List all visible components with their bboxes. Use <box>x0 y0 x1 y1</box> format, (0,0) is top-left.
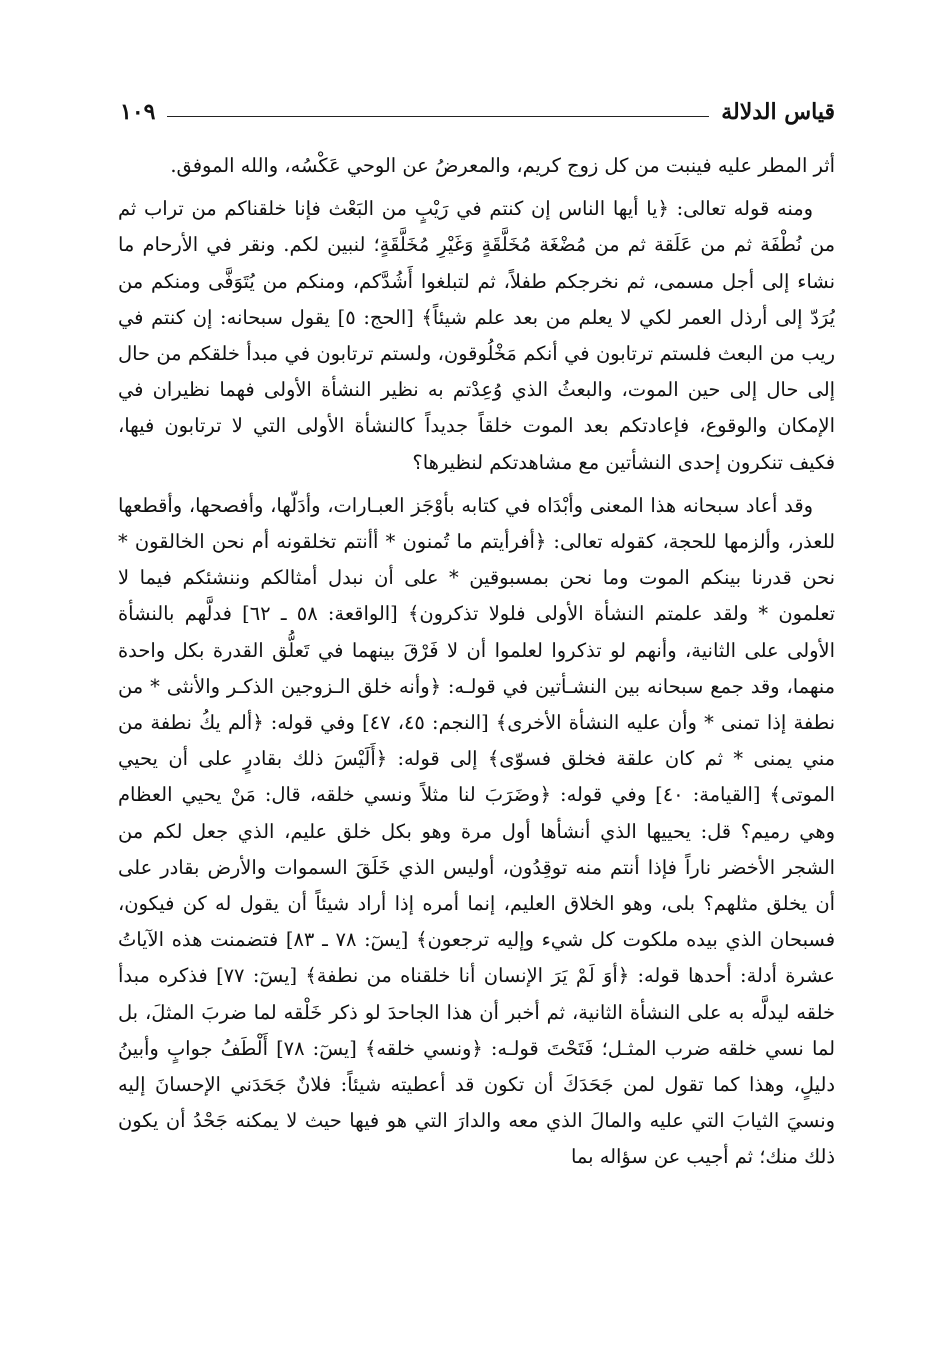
page-number: ١٠٩ <box>120 99 156 125</box>
body-text <box>118 148 835 1315</box>
paragraph-two-creations: وقد أعاد سبحانه هذا المعنى وأبْدَاه في كتابه بأوْجَز العبـارات، وأدَلّها، وأفصحها، وأقطعها للعذر، وألزمها للحجة، كقوله تعالى: ﴿أفرأيتم ما تُمنون * أأنتم تخلقونه أم نحن الخالقون * نحن قدرنا بينكم الموت وما نحن بمسبوقين * على أن نبدل أمثالكم وننشئكم فيما لا تعلمون * ولقد علمتم النشأة الأولى فلولا تذكرون﴾ [الواقعة: ٥٨ ـ ٦٢] فدلَّهم بالنشأة الأولى على الثانية، وأنهم لو تذكروا لعلموا أن لا فَرْقَ بينهما في تَعلُّق القدرة بكل واحدة منهما، وقد جمع سبحانه بين النشـأتين في قولـه: ﴿وأنه خلق الـزوجين الذكـر والأنثى * من نطفة إذا تمنى * وأن عليه النشأة الأخرى﴾ [النجم: ٤٥، ٤٧] وفي قوله: ﴿ألم يكُ نطفة من مني يمنى * ثم كان علقة فخلق فسوّى﴾ إلى قوله: ﴿أَلَيْسَ ذلك بقادرٍ على أن يحيي الموتى﴾ [القيامة: ٤٠] وفي قوله: ﴿وضَرَبَ لنا مثلاً ونسي خلقه، قال: مَنْ يحيي العظام وهي رميم؟ قل: يحييها الذي أنشأها أول مرة وهو بكل خلق عليم، الذي جعل لكم من الشجر الأخضر ناراً فإذا أنتم منه توقِدُون، أوليس الذي خَلَقَ السموات والأرض بقادر على أن يخلق مثلهم؟ بلى، وهو الخلاق العليم، إنما أمره إذا أراد شيئاً أن يقول له كن فيكون، فسبحان الذي بيده ملكوت كل شيء وإليه ترجعون﴾ [يسٓ: ٧٨ ـ ٨٣] فتضمنت هذه الآياتُ عشرة أدلة: أحدها قوله: ﴿أوَ لَمْ يَرَ الإنسان أنا خلقناه من نطفة﴾ [يسٓ: ٧٧] فذكره مبدأ خلقه ليدلَّه به على النشأة الثانية، ثم أخبر أن هذا الجاحدَ لو ذكر خَلْقه لما ضربَ المثلَ، بل لما نسي خلقه ضرب المثـل؛ فَتَحْتَ قولـه: ﴿ونسي خلقه﴾ [يسٓ: ٧٨] أَلْطَفُ جوابٍ وأبينُ دليلٍ، وهذا كما تقول لمن جَحَدَكَ أن تكون قد أعطيته شيئاً: فلانٌ جَحَدَني الإحسانَ إليه ونسيَ الثيابَ التي عليه والمالَ الذي معه والدارَ التي هو فيها حيث لا يمكنه جَحْدُ أن يكون ذلك منك؛ ثم أجيب عن سؤاله بما <box>118 493 835 1169</box>
page-header <box>120 92 835 132</box>
running-title: قياس الدلالة <box>721 99 835 125</box>
paragraph-resurrection-verse: ومنه قوله تعالى: ﴿يا أيها الناس إن كنتم في رَيْبٍ من البَعْث فإنا خلقناكم من تراب ثم من نُطْفَة ثم من عَلَقة ثم من مُضْغَة مُخَلَّقَةٍ وَغَيْرِ مُخَلَّقَةٍ؛ لنبين لكم. ونقر في الأرحام ما نشاء إلى أجل مسمى، ثم نخرجكم طفلاً، ثم لتبلغوا أَشُدَّكم، ومنكم من يُتَوَفَّى ومنكم من يُرَدّ إلى أرذل العمر لكي لا يعلم من بعد علم شيئاً﴾ [الحج: ٥] يقول سبحانه: إن كنتم في ريب من البعث فلستم ترتابون في أنكم مَخْلُوقون، ولستم ترتابون في مبدأ خلقكم من حال إلى حال إلى حين الموت، والبعثُ الذي وُعِدْتم به نظير النشأة الأولى فهما نظيران في الإمكان والوقوع، فإعادتكم بعد الموت خلقاً جديداً كالنشأة الأولى التي لا ترتابون فيها، فكيف تنكرون إحدى النشأتين مع مشاهدتكم لنظيرها؟ <box>118 197 835 474</box>
header-rule <box>167 116 709 117</box>
paragraph-continuation: أثر المطر عليه فينبت من كل زوج كريم، والمعرضُ عن الوحي عَكْسُه، والله الموفق. <box>170 154 835 177</box>
